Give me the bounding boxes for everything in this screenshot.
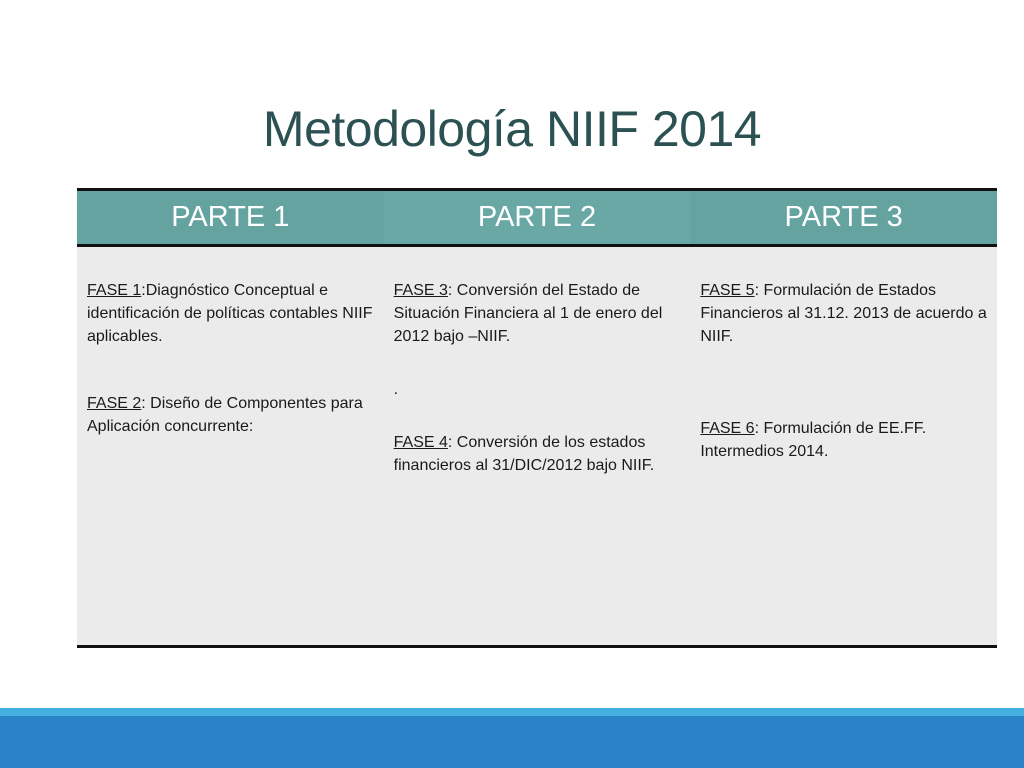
fase-2-paragraph: [87, 392, 374, 438]
fase-3-text: : Conversión del Estado de Situación Financiera al 1 de enero del 2012 bajo –NIIF.: [393, 282, 663, 345]
table-header-row: [77, 190, 997, 246]
fase-3-paragraph: [394, 279, 681, 348]
fase-2-label: FASE 2: [87, 395, 142, 412]
cell-parte-1: [77, 246, 384, 647]
cell-parte-2: [384, 246, 691, 647]
fase-1-label: FASE 1: [87, 282, 142, 299]
fase-4-text: : Conversión de los estados financieros al 31/DIC/2012 bajo NIIF.: [393, 434, 655, 474]
slide-title: Metodología NIIF 2014: [262, 101, 762, 157]
methodology-table-container: [77, 188, 997, 648]
fase-5-label: FASE 5: [700, 282, 755, 299]
fase-1-text: :Diagnóstico Conceptual e identificación de políticas contables NIIF aplicables.: [87, 282, 373, 345]
fase-5-text: : Formulación de Estados Financieros al 31.12. 2013 de acuerdo a NIIF.: [700, 282, 987, 345]
fase-6-text: : Formulación de EE.FF. Intermedios 2014.: [700, 420, 927, 460]
fase-4-label: FASE 4: [393, 434, 448, 451]
methodology-table: [77, 188, 997, 648]
fase-5-paragraph: [700, 279, 987, 348]
separator-dot: .: [393, 381, 399, 398]
fase-6-paragraph: [700, 417, 987, 463]
header-parte-1: PARTE 1: [77, 190, 384, 246]
footer-bar: [0, 716, 1024, 768]
table-row: [77, 246, 997, 647]
footer-accent-line: [0, 708, 1024, 716]
cell-parte-3: [690, 246, 997, 647]
fase-6-label: FASE 6: [700, 420, 755, 437]
fase-4-paragraph: [394, 431, 681, 477]
fase-1-paragraph: [87, 279, 374, 348]
header-parte-3: PARTE 3: [690, 190, 997, 246]
fase-2-text: : Diseño de Componentes para Aplicación concurrente:: [87, 395, 363, 435]
header-parte-2: PARTE 2: [384, 190, 691, 246]
fase-3-label: FASE 3: [393, 282, 448, 299]
